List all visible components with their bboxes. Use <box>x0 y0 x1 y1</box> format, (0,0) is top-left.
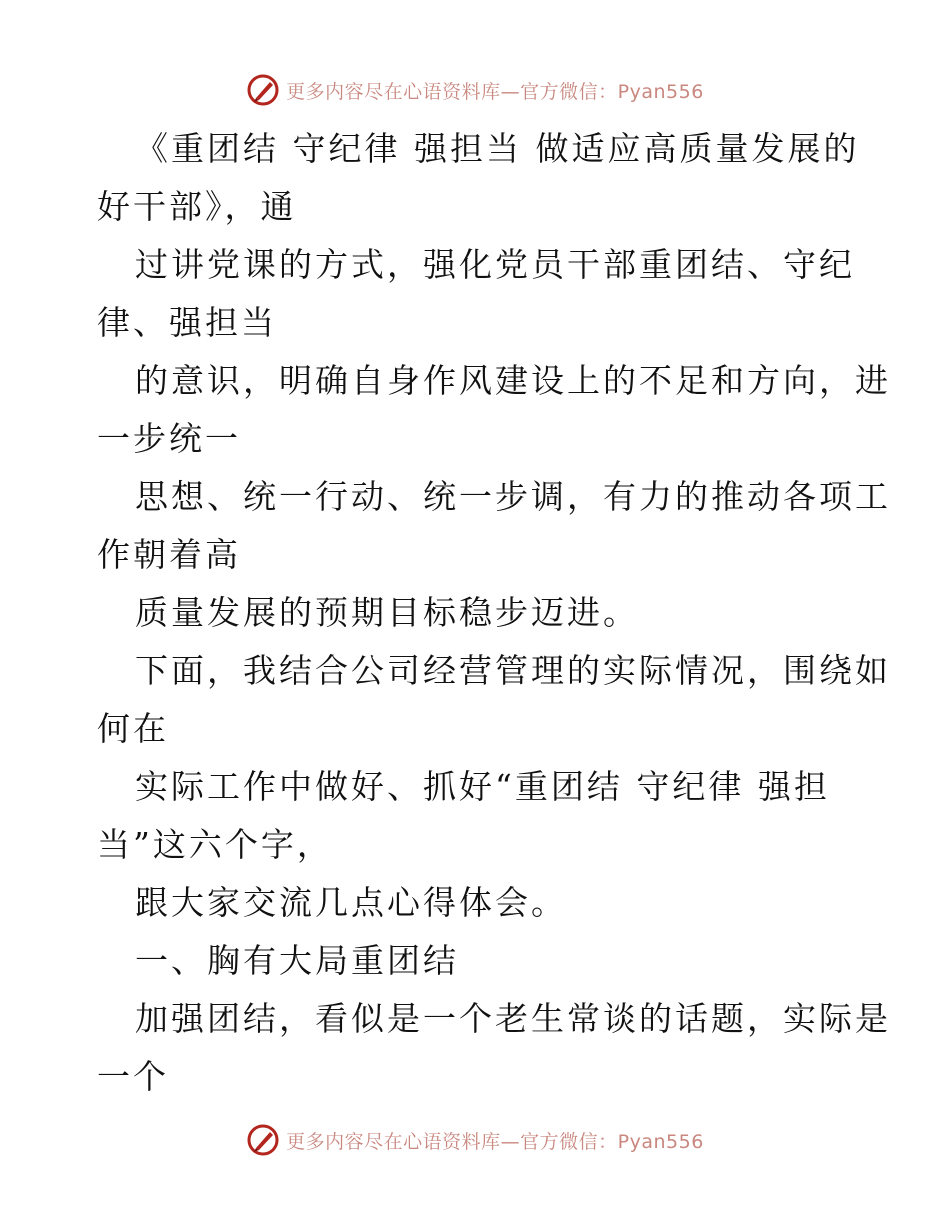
pen-logo-icon <box>246 73 280 107</box>
watermark-text: 更多内容尽在心语资料库—官方微信：Pyan556 <box>286 80 704 103</box>
text-line: 过讲党课的方式，强化党员干部重团结、守纪 <box>135 245 855 284</box>
text-line: 的意识，明确自身作风建设上的不足和方向，进 <box>135 361 891 400</box>
text-line: 跟大家交流几点心得体会。 <box>135 883 567 922</box>
text-line: 《重团结 守纪律 强担当 做适应高质量发展的 <box>135 129 860 168</box>
document-body <box>97 120 891 1106</box>
text-line: 加强团结，看似是一个老生常谈的话题，实际是 <box>135 999 891 1038</box>
text-line: 律、强担当 <box>97 303 277 342</box>
text-line: 一步统一 <box>97 419 241 458</box>
footer-watermark <box>0 1120 950 1160</box>
text-line: 思想、统一行动、统一步调，有力的推动各项工 <box>135 477 891 516</box>
text-line: 当”这六个字， <box>97 825 333 864</box>
watermark-text: 更多内容尽在心语资料库—官方微信：Pyan556 <box>286 1130 704 1153</box>
text-line: 实际工作中做好、抓好“重团结 守纪律 强担 <box>135 767 830 806</box>
text-line: 下面，我结合公司经营管理的实际情况，围绕如 <box>135 651 891 690</box>
text-line: 何在 <box>97 709 169 748</box>
text-line: 好干部》，通 <box>97 187 297 226</box>
section-heading: 一、胸有大局重团结 <box>135 941 459 980</box>
text-line: 一个 <box>97 1057 169 1096</box>
pen-logo-icon <box>246 1123 280 1157</box>
text-line: 质量发展的预期目标稳步迈进。 <box>135 593 639 632</box>
header-watermark <box>0 70 950 110</box>
text-line: 作朝着高 <box>97 535 241 574</box>
